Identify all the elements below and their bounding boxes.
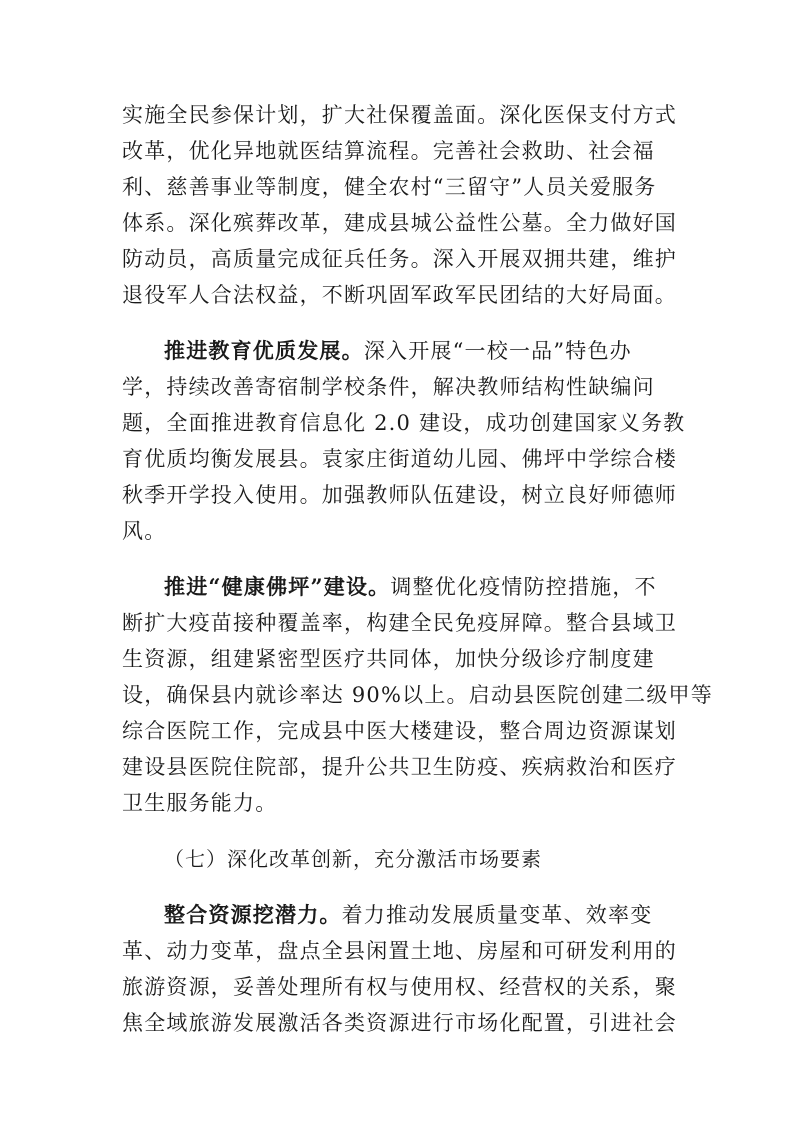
section-subheading: （七）深化改革创新，充分激活市场要素	[164, 847, 542, 871]
para3-line-3: 生资源，组建紧密型医疗共同体，加快分级诊疗制度建	[122, 647, 655, 671]
para2-line-2: 学，持续改善寄宿制学校条件，解决教师结构性缺编问	[122, 375, 655, 399]
para2-lead: 推进教育优质发展。	[164, 338, 364, 363]
para2-line-4: 育优质均衡发展县。袁家庄街道幼儿园、佛坪中学综合楼	[122, 447, 677, 471]
para1-line-2: 改革，优化异地就医结算流程。完善社会救助、社会福	[122, 139, 655, 163]
para4-line-3: 旅游资源，妥善处理所有权与使用权、经营权的关系，聚	[122, 975, 677, 999]
para4-lead: 整合资源挖潜力。	[164, 902, 342, 927]
para1-line-6: 退役军人合法权益，不断巩固军政军民团结的大好局面。	[122, 283, 677, 307]
para2-first-rest: 深入开展“一校一品”特色办	[363, 339, 632, 363]
para3-line-5: 综合医院工作，完成县中医大楼建设，整合周边资源谋划	[122, 719, 677, 743]
para1-line-5: 防动员，高质量完成征兵任务。深入开展双拥共建，维护	[122, 247, 677, 271]
para1-line-3: 利、慈善事业等制度，健全农村“三留守”人员关爱服务	[122, 175, 657, 199]
para3-line-2: 断扩大疫苗接种覆盖率，构建全民免疫屏障。整合县域卫	[122, 611, 677, 635]
para3-line-6: 建设县医院住院部，提升公共卫生防疫、疾病救治和医疗	[122, 755, 677, 779]
para1-line-4: 体系。深化殡葬改革，建成县城公益性公墓。全力做好国	[122, 211, 677, 235]
para3-first-rest: 调整优化疫情防控措施，不	[390, 575, 657, 599]
para3-line-4: 设，确保县内就诊率达 90%以上。启动县医院创建二级甲等	[122, 683, 713, 707]
para3-first-line	[164, 572, 657, 602]
para2-line-6: 风。	[122, 519, 167, 543]
para4-line-4: 焦全域旅游发展激活各类资源进行市场化配置，引进社会	[122, 1011, 677, 1035]
para4-first-line	[164, 900, 652, 930]
para4-line-2: 革、动力变革，盘点全县闲置土地、房屋和可研发利用的	[122, 939, 677, 963]
para3-line-7: 卫生服务能力。	[122, 791, 278, 815]
para4-first-rest: 着力推动发展质量变革、效率变	[341, 903, 653, 927]
para2-line-5: 秋季开学投入使用。加强教师队伍建设，树立良好师德师	[122, 483, 677, 507]
para3-lead: 推进“健康佛坪”建设。	[164, 574, 391, 599]
para1-line-1: 实施全民参保计划，扩大社保覆盖面。深化医保支付方式	[122, 103, 677, 127]
para2-first-line	[164, 336, 632, 366]
para2-line-3: 题，全面推进教育信息化 2.0 建设，成功创建国家义务教	[122, 411, 686, 435]
